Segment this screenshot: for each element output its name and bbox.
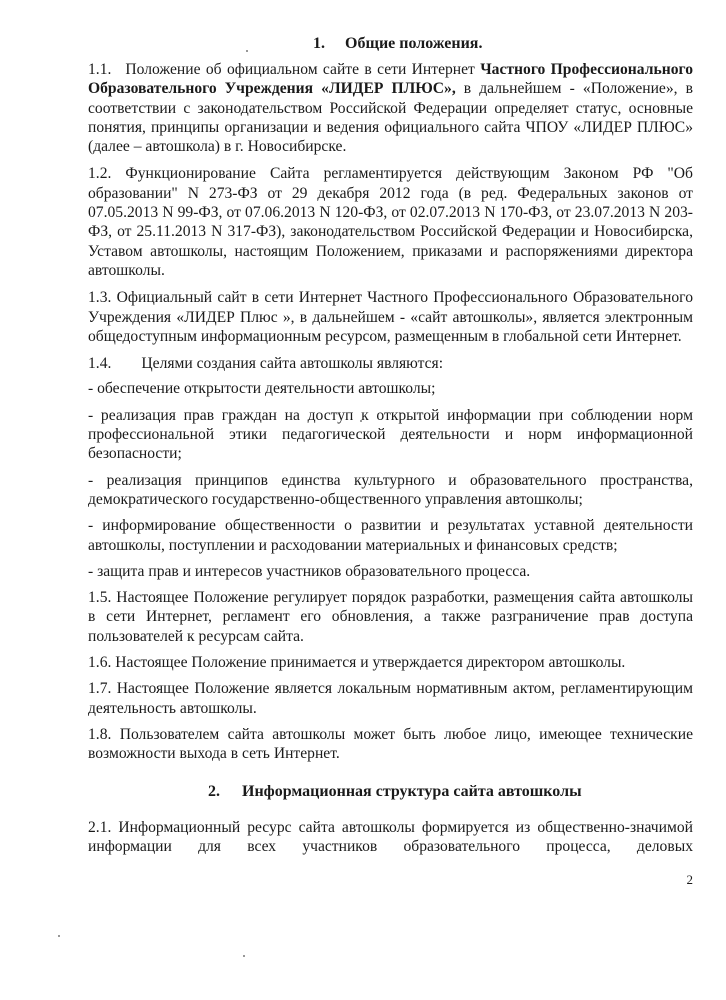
section-1-number: 1.: [313, 35, 325, 52]
document-page: [88, 0, 693, 888]
institution-name: Частного Профессионального Образовательного Учреждения «ЛИДЕР ПЛЮС»,: [88, 61, 693, 98]
paragraph-1-3: 1.3. Официальный сайт в сети Интернет Частного Профессионального Образовательного Учреждения «ЛИДЕР Плюс », в дальнейшем - «сайт автошколы», является электронным общедоступным информационным ресурсом, размещенным в глобальной сети Интернет.: [88, 289, 693, 345]
goal-item: - защита прав и интересов участников образовательного процесса.: [88, 562, 531, 580]
paragraph-number: 1.1.: [88, 61, 112, 78]
paragraph-2-1: 2.1. Информационный ресурс сайта автошколы формируется из общественно-значимой информации для всех участников образовательного процесса, деловых: [88, 818, 693, 855]
scan-speck: [58, 935, 60, 937]
goal-item: - обеспечение открытости деятельности автошколы;: [88, 380, 436, 398]
goal-item: - информирование общественности о развитии и результатах уставной деятельности автошколы, поступлении и расходовании материальных и финансовых средств;: [88, 517, 693, 554]
paragraph-text: Положение об официальном сайте в сети Интернет: [125, 61, 481, 78]
paragraph-1-8: 1.8. Пользователем сайта автошколы может быть любое лицо, имеющее технические возможности выхода в сеть Интернет.: [88, 725, 693, 763]
page-number: 2: [686, 872, 693, 888]
paragraph-number: 1.4.: [88, 355, 112, 373]
section-1-heading: [313, 34, 693, 54]
section-2-title: Информационная структура сайта автошколы: [242, 782, 582, 800]
section-2-number: 2.: [208, 782, 220, 800]
section-2-heading: [208, 782, 693, 802]
goal-item: - реализация принципов единства культурного и образовательного пространства, демократического государственно-общественного управления автошколы;: [88, 471, 693, 508]
paragraph-text: в дальнейшем - «Положение», в соответствии с законодательством Российской Федерации определяет статус, основные понятия, принципы организации и ведения официального сайта ЧПОУ «ЛИДЕР ПЛЮС» (далее – автошкола) в г. Новосибирске.: [88, 80, 693, 156]
paragraph-1-6: 1.6. Настоящее Положение принимается и утверждается директором автошколы.: [88, 654, 626, 672]
paragraph-text: Целями создания сайта автошколы являются:: [141, 355, 444, 373]
paragraph-1-2: 1.2. Функционирование Сайта регламентируется действующим Законом РФ "Об образовании" N 273-ФЗ от 29 декабря 2012 года (в ред. Федеральных законов от 07.05.2013 N 99-ФЗ, от 07.06.2013 N 120-ФЗ, от 02.07.2013 N 170-ФЗ, от 23.07.2013 N 203-ФЗ, от 25.11.2013 N 317-ФЗ), законодательством Российской Федерации и Новосибирска, Уставом автошколы, настоящим Положением, приказами и распоряжениями директора автошколы.: [88, 165, 693, 279]
goal-item: - реализация прав граждан на доступ к открытой информации при соблюдении норм профессиональной этики педагогической деятельности и норм информационной безопасности;: [88, 406, 693, 463]
paragraph-1-5: 1.5. Настоящее Положение регулирует порядок разработки, размещения сайта автошколы в сети Интернет, регламент его обновления, а также разграничение прав доступа пользователей к ресурсам сайта.: [88, 589, 693, 645]
paragraph-1-1: [88, 60, 693, 156]
paragraph-1-7: 1.7. Настоящее Положение является локальным нормативным актом, регламентирующим деятельность автошколы.: [88, 680, 693, 717]
scan-speck: [243, 955, 245, 957]
paragraph-1-4: [88, 354, 693, 373]
section-1-title: Общие положения.: [345, 35, 483, 52]
